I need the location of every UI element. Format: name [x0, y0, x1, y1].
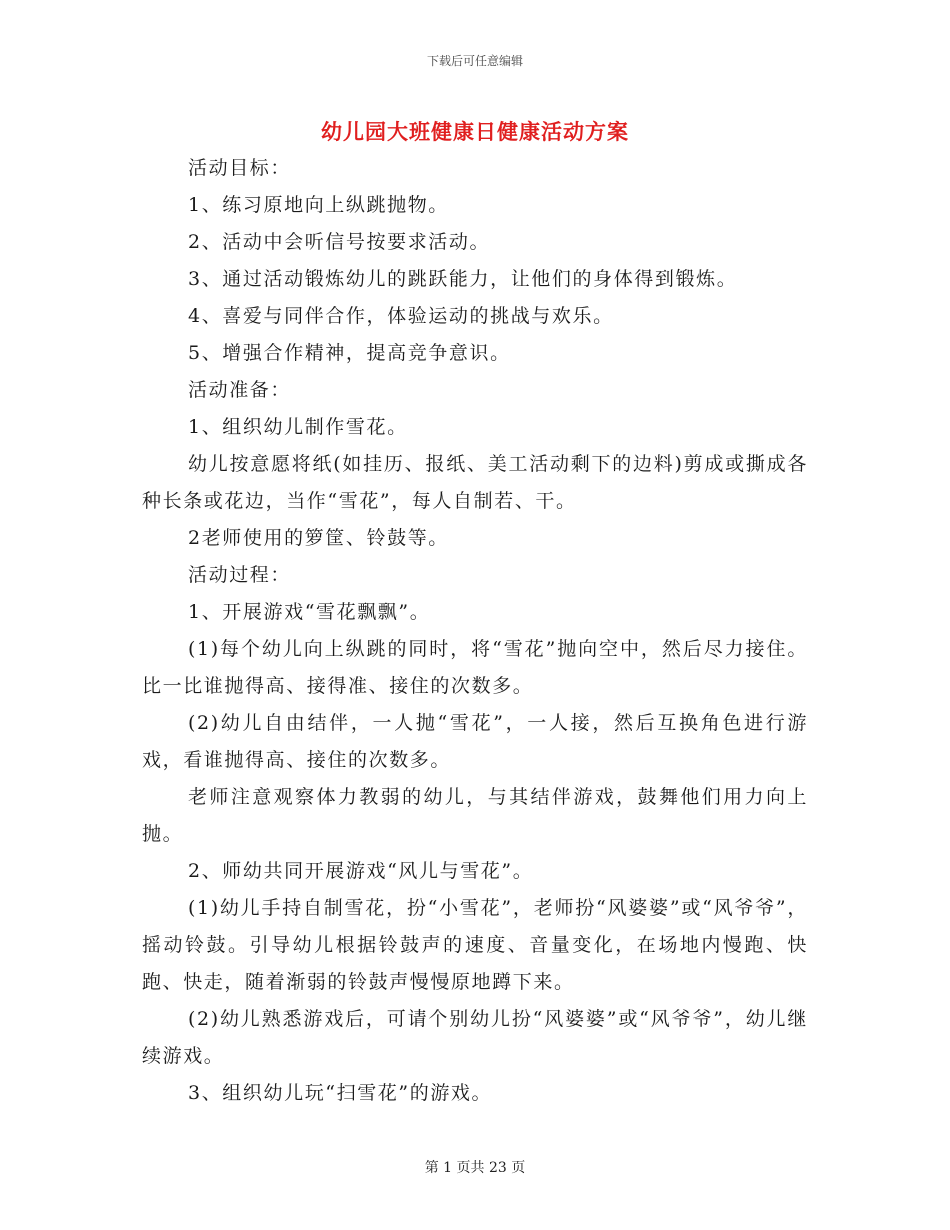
paragraph-goal-5: 5、增强合作精神，提高竞争意识。	[188, 342, 511, 364]
paragraph-process-1-note: 老师注意观察体力教弱的幼儿，与其结伴游戏，鼓舞他们用力向上抛。	[142, 786, 808, 845]
paragraph-prep-1: 1、组织幼儿制作雪花。	[188, 416, 408, 438]
paragraph-process-3: 3、组织幼儿玩“扫雪花”的游戏。	[188, 1082, 493, 1104]
paragraph-process-1: 1、开展游戏“雪花飘飘”。	[188, 601, 431, 623]
page-header-note: 下载后可任意编辑	[426, 54, 523, 68]
paragraph-process-heading: 活动过程：	[188, 564, 292, 586]
paragraph-goal-1: 1、练习原地向上纵跳抛物。	[188, 194, 449, 216]
document-body	[142, 150, 808, 1112]
paragraph-goal-2: 2、活动中会听信号按要求活动。	[188, 231, 491, 253]
paragraph-process-2-step-1: (1)幼儿手持自制雪花，扮“小雪花”，老师扮“风婆婆”或“风爷爷”，摇动铃鼓。引导幼儿根据铃鼓声的速度、音量变化，在场地内慢跑、快跑、快走，随着渐弱的铃鼓声慢慢原地蹲下来。	[142, 897, 808, 993]
paragraph-prep-1-detail: 幼儿按意愿将纸(如挂历、报纸、美工活动剩下的边料)剪成或撕成各种长条或花边，当作“雪花”，每人自制若、干。	[142, 453, 808, 512]
document-title: 幼儿园大班健康日健康活动方案	[321, 119, 629, 144]
paragraph-process-1-step-1: (1)每个幼儿向上纵跳的同时，将“雪花”抛向空中，然后尽力接住。比一比谁抛得高、接得准、接住的次数多。	[142, 638, 808, 697]
page-number-footer: 第 1 页共 23 页	[424, 1160, 526, 1176]
paragraph-goals-heading: 活动目标：	[188, 157, 292, 179]
paragraph-goal-3: 3、通过活动锻炼幼儿的跳跃能力，让他们的身体得到锻炼。	[188, 268, 738, 290]
paragraph-process-2-step-2: (2)幼儿熟悉游戏后，可请个别幼儿扮“风婆婆”或“风爷爷”，幼儿继续游戏。	[142, 1008, 808, 1067]
paragraph-process-1-step-2: (2)幼儿自由结伴，一人抛“雪花”，一人接，然后互换角色进行游戏，看谁抛得高、接住的次数多。	[142, 712, 808, 771]
paragraph-prep-heading: 活动准备：	[188, 379, 292, 401]
paragraph-goal-4: 4、喜爱与同伴合作，体验运动的挑战与欢乐。	[188, 305, 614, 327]
paragraph-process-2: 2、师幼共同开展游戏“风儿与雪花”。	[188, 860, 534, 882]
paragraph-prep-2: 2老师使用的箩筐、铃鼓等。	[188, 527, 449, 549]
